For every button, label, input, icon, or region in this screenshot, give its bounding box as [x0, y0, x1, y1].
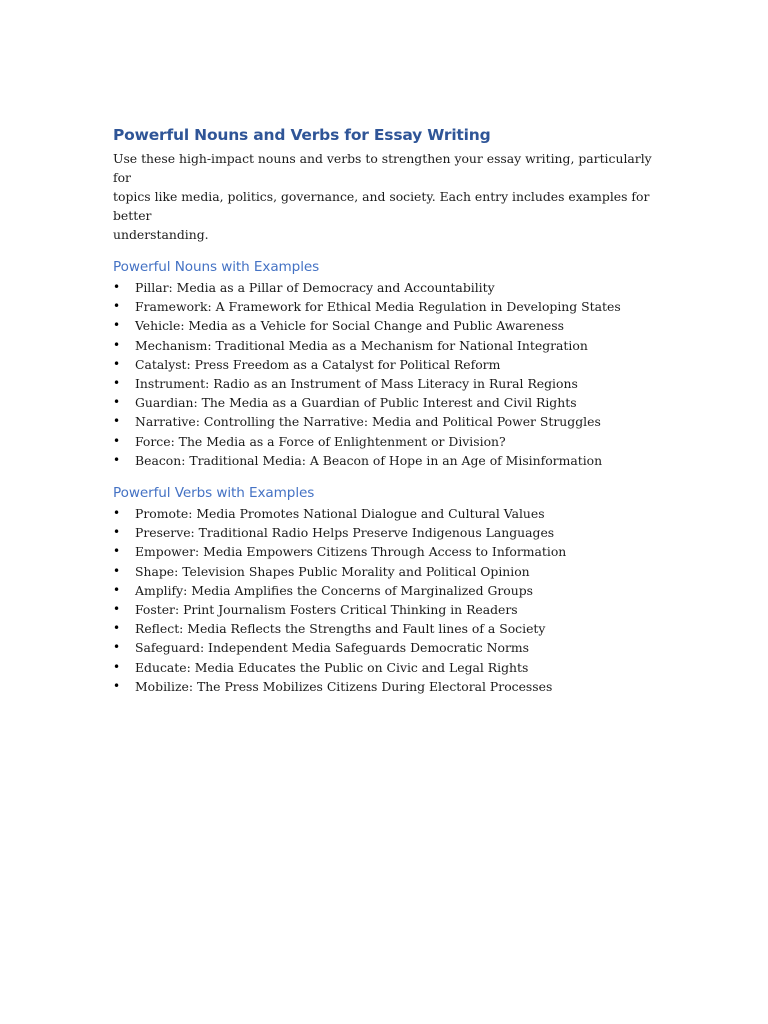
- noun-item-text: Narrative: Controlling the Narrative: Media and Political Power Struggles: [135, 414, 601, 430]
- noun-list-item: [113, 451, 673, 470]
- noun-item-text: Framework: A Framework for Ethical Media Regulation in Developing States: [135, 299, 621, 315]
- verb-list-item: [113, 523, 673, 542]
- noun-list-item: [113, 374, 673, 393]
- noun-item-text: Instrument: Radio as an Instrument of Mass Literacy in Rural Regions: [135, 376, 578, 392]
- noun-item-text: Beacon: Traditional Media: A Beacon of Hope in an Age of Misinformation: [135, 452, 603, 468]
- bullet-icon: •: [113, 452, 121, 467]
- verb-list-item: [113, 562, 673, 581]
- bullet-icon: •: [113, 356, 121, 371]
- intro-line: understanding.: [113, 227, 209, 242]
- verb-item-text: Reflect: Media Reflects the Strengths and Fault lines of a Society: [135, 621, 546, 637]
- bullet-icon: •: [113, 640, 121, 655]
- intro-line: Use these high-impact nouns and verbs to strengthen your essay writing, particularly for: [113, 151, 652, 185]
- verb-item-text: Shape: Television Shapes Public Morality and Political Opinion: [135, 563, 530, 579]
- noun-list-item: [113, 316, 673, 335]
- verb-item-text: Preserve: Traditional Radio Helps Preserve Indigenous Languages: [135, 525, 555, 541]
- bullet-icon: •: [113, 318, 121, 333]
- verb-list-item: [113, 504, 673, 523]
- bullet-icon: •: [113, 433, 121, 448]
- noun-item-text: Pillar: Media as a Pillar of Democracy and Accountability: [135, 280, 495, 295]
- noun-list-item: [113, 432, 673, 451]
- nouns-section-heading: Powerful Nouns with Examples: [113, 259, 320, 275]
- noun-item-text: Mechanism: Traditional Media as a Mechanism for National Integration: [135, 337, 588, 353]
- bullet-icon: •: [113, 659, 121, 674]
- bullet-icon: •: [113, 395, 121, 410]
- verb-item-text: Educate: Media Educates the Public on Civic and Legal Rights: [135, 659, 529, 675]
- noun-list-item: [113, 355, 673, 374]
- bullet-icon: •: [113, 525, 121, 540]
- bullet-icon: •: [113, 544, 121, 559]
- document-content: [113, 124, 673, 696]
- verb-item-text: Promote: Media Promotes National Dialogue and Cultural Values: [135, 506, 545, 522]
- verb-item-text: Foster: Print Journalism Fosters Critical Thinking in Readers: [135, 602, 518, 618]
- noun-list-item: [113, 297, 673, 316]
- verb-list-item: [113, 638, 673, 657]
- bullet-icon: •: [113, 299, 121, 314]
- verb-list-item: [113, 542, 673, 561]
- bullet-icon: •: [113, 337, 121, 352]
- noun-item-text: Force: The Media as a Force of Enlightenment or Division?: [135, 433, 506, 449]
- verb-item-text: Amplify: Media Amplifies the Concerns of Marginalized Groups: [135, 582, 534, 598]
- bullet-icon: •: [113, 280, 121, 294]
- verb-list-item: [113, 581, 673, 600]
- verb-item-text: Empower: Media Empowers Citizens Through Access to Information: [135, 544, 567, 560]
- verbs-section-heading: Powerful Verbs with Examples: [113, 485, 315, 502]
- bullet-icon: •: [113, 678, 121, 693]
- intro-line: topics like media, politics, governance, and society. Each entry includes examples for better: [113, 189, 650, 223]
- noun-list-item: [113, 278, 673, 297]
- bullet-icon: •: [113, 563, 121, 578]
- noun-list-item: [113, 393, 673, 412]
- nouns-list: [113, 278, 673, 470]
- verb-item-text: Mobilize: The Press Mobilizes Citizens During Electoral Processes: [135, 678, 553, 694]
- verb-item-text: Safeguard: Independent Media Safeguards Democratic Norms: [135, 640, 529, 656]
- bullet-icon: •: [113, 414, 121, 429]
- noun-list-item: [113, 336, 673, 355]
- noun-item-text: Guardian: The Media as a Guardian of Public Interest and Civil Rights: [135, 395, 577, 411]
- verb-list-item: [113, 600, 673, 619]
- bullet-icon: •: [113, 582, 121, 597]
- bullet-icon: •: [113, 506, 121, 521]
- noun-item-text: Vehicle: Media as a Vehicle for Social Change and Public Awareness: [135, 318, 564, 334]
- noun-list-item: [113, 412, 673, 431]
- bullet-icon: •: [113, 621, 121, 636]
- verbs-list: [113, 504, 673, 696]
- verb-list-item: [113, 677, 673, 696]
- bullet-icon: •: [113, 376, 121, 391]
- noun-item-text: Catalyst: Press Freedom as a Catalyst for Political Reform: [135, 356, 501, 372]
- verb-list-item: [113, 658, 673, 677]
- verb-list-item: [113, 619, 673, 638]
- document-title: Powerful Nouns and Verbs for Essay Writing: [113, 126, 491, 144]
- bullet-icon: •: [113, 602, 121, 617]
- intro-paragraph: [113, 149, 673, 244]
